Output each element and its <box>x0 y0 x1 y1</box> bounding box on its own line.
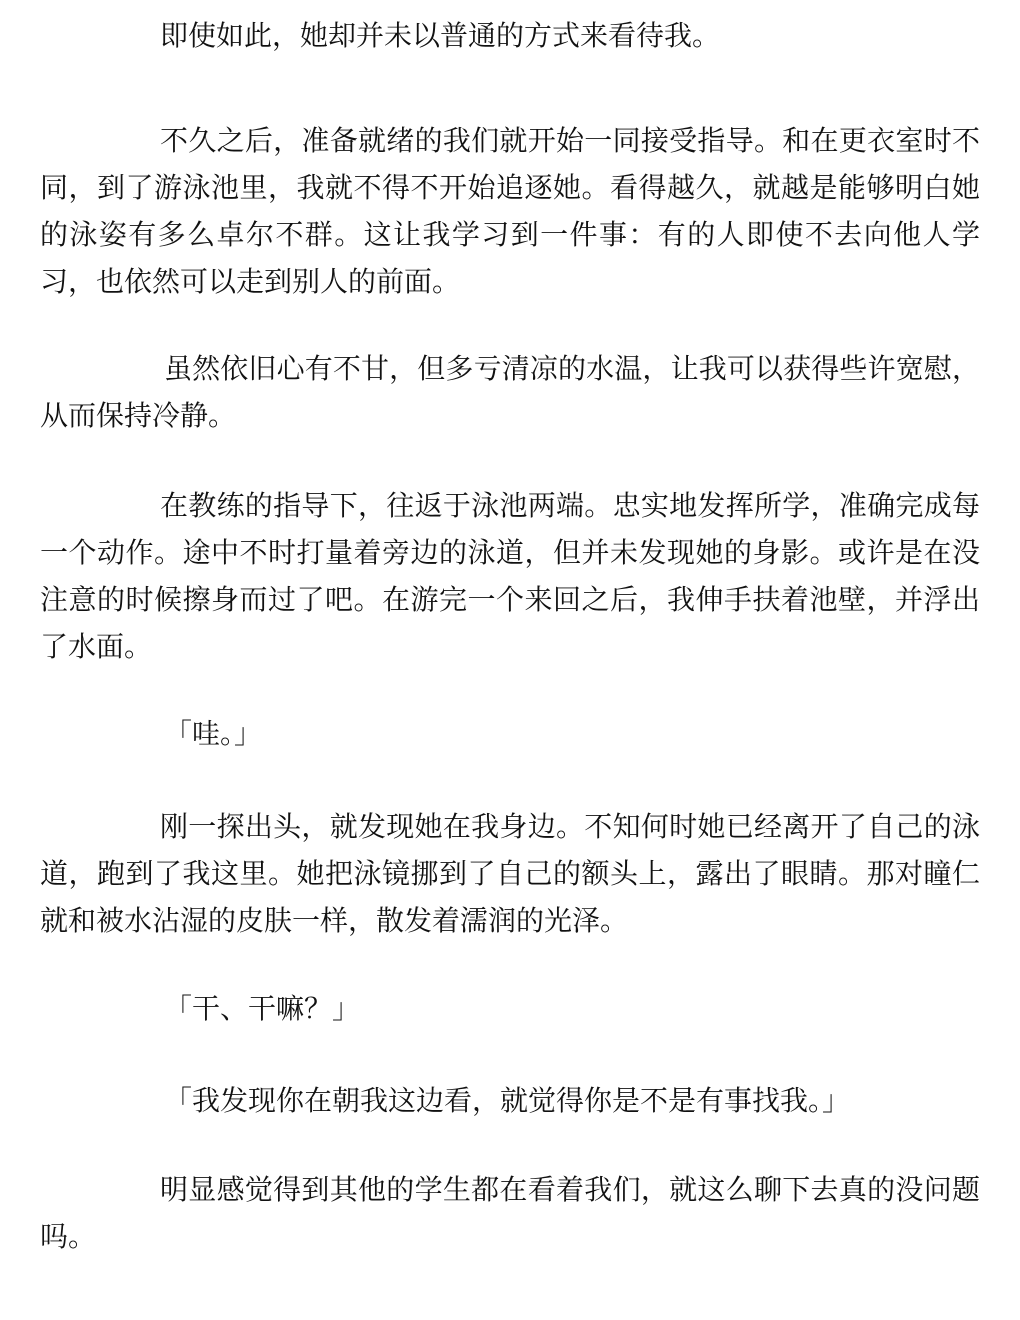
dialogue-3: 「我发现你在朝我这边看，就觉得你是不是有事找我。」 <box>164 1084 851 1117</box>
paragraph-4: 在教练的指导下，往返于泳池两端。忠实地发挥所学，准确完成每一个动作。途中不时打量着旁边的泳道，但并未发现她的身影。或许是在没注意的时候擦身而过了吧。在游完一个来回之后，我伸手扶着池壁，并浮出了水面。 <box>40 489 980 663</box>
dialogue-1: 「哇。」 <box>164 717 263 750</box>
paragraph-1: 即使如此，她却并未以普通的方式来看待我。 <box>160 19 721 52</box>
paragraph-5: 刚一探出头，就发现她在我身边。不知何时她已经离开了自己的泳道，跑到了我这里。她把泳镜挪到了自己的额头上，露出了眼睛。那对瞳仁就和被水沾湿的皮肤一样，散发着濡润的光泽。 <box>40 810 980 937</box>
dialogue-2: 「干、干嘛？」 <box>164 992 361 1025</box>
paragraph-2: 不久之后，准备就绪的我们就开始一同接受指导。和在更衣室时不同，到了游泳池里，我就不得不开始追逐她。看得越久，就越是能够明白她的泳姿有多么卓尔不群。这让我学习到一件事：有的人即使不去向他人学习，也依然可以走到别人的前面。 <box>40 124 980 298</box>
paragraph-6: 明显感觉得到其他的学生都在看着我们，就这么聊下去真的没问题吗。 <box>40 1173 980 1253</box>
paragraph-3: 虽然依旧心有不甘，但多亏清凉的水温，让我可以获得些许宽慰，从而保持冷静。 <box>40 352 980 432</box>
document-page <box>40 0 980 1320</box>
